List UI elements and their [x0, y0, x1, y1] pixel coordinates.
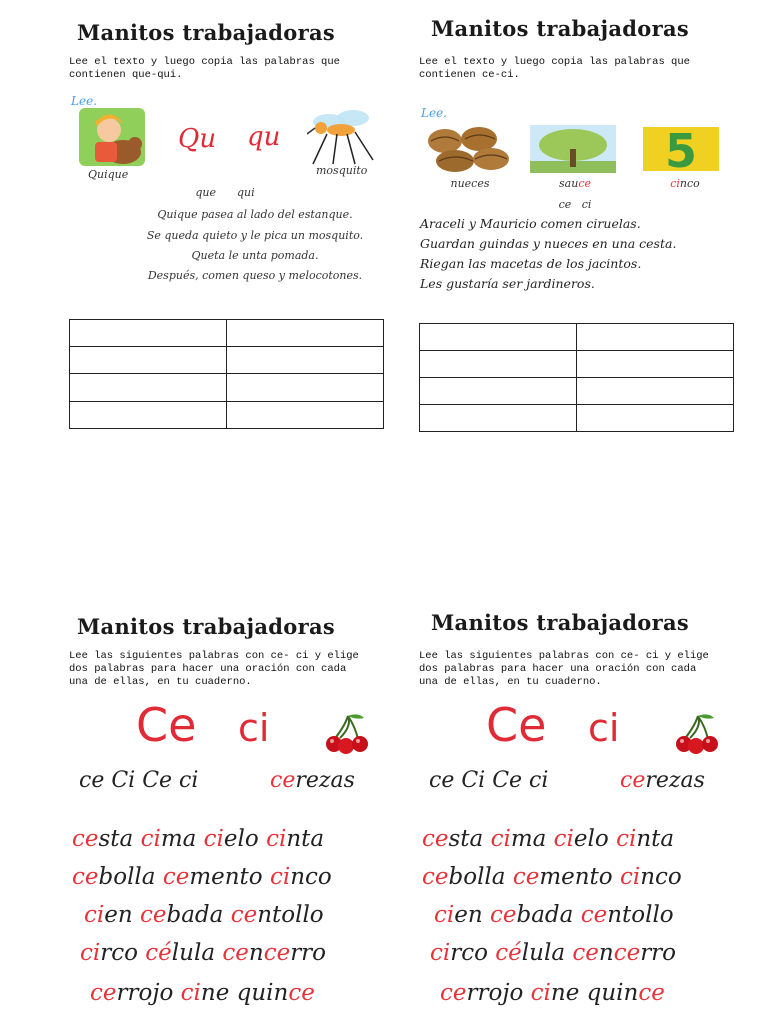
word-row-5-q3: cerrojo cine quince — [90, 980, 315, 1006]
big-ci-q3: ci — [238, 706, 270, 750]
big-qu-lower: qu — [247, 122, 281, 152]
story2-line-2: Guardan guindas y nueces en una cesta. — [420, 236, 677, 251]
syllables-ce-ci: ce ci — [558, 198, 592, 211]
title-q1: Manitos trabajadoras — [77, 20, 335, 45]
caption-sauce: sauce — [559, 177, 591, 190]
answer-cell[interactable] — [420, 405, 577, 432]
caption-nueces: nueces — [450, 177, 490, 190]
syllable-row-q4: ce Ci Ce ci — [429, 768, 549, 793]
instruction-q4: Lee las siguientes palabras con ce- ci y elige dos palabras para hacer una oración con cada una de ellas, en tu cuaderno. — [419, 650, 709, 688]
cherries-icon — [672, 712, 722, 756]
word-cerezas-q3: cerezas — [270, 768, 355, 793]
word-row-5-q4: cerrojo cine quince — [440, 980, 665, 1006]
syllable-row-q3: ce Ci Ce ci — [79, 768, 199, 793]
word-row-1-q3: cesta cima cielo cinta — [72, 826, 325, 852]
answer-cell[interactable] — [70, 402, 227, 429]
big-ce-q3: Ce — [136, 698, 197, 752]
answer-cell[interactable] — [420, 378, 577, 405]
title-q3: Manitos trabajadoras — [77, 614, 335, 639]
caption-cinco: cinco — [670, 177, 700, 190]
answer-cell[interactable] — [70, 320, 227, 347]
caption-quique: Quique — [88, 168, 129, 181]
word-row-1-q4: cesta cima cielo cinta — [422, 826, 675, 852]
story2-line-4: Les gustaría ser jardineros. — [420, 276, 595, 291]
answer-cell[interactable] — [227, 320, 384, 347]
big-ci-q4: ci — [588, 706, 620, 750]
walnuts-illustration — [425, 125, 511, 173]
instruction-q2: Lee el texto y luego copia las palabras que contienen ce-ci. — [419, 56, 690, 81]
word-row-2-q4: cebolla cemento cinco — [422, 864, 682, 890]
number-five-illustration — [643, 125, 719, 173]
story-line-3: Queta le unta pomada. — [191, 249, 319, 262]
answer-cell[interactable] — [577, 378, 734, 405]
caption-mosquito: mosquito — [316, 164, 368, 177]
answer-cell[interactable] — [227, 374, 384, 402]
answer-cell[interactable] — [577, 324, 734, 351]
lee-label-q1: Lee. — [71, 94, 97, 108]
word-row-4-q3: circo célula cencerro — [80, 940, 327, 966]
mosquito-illustration — [307, 104, 377, 166]
answer-cell[interactable] — [227, 402, 384, 429]
answer-cell[interactable] — [577, 405, 734, 432]
syllables-que-qui: que qui — [195, 186, 255, 199]
big-ce-q4: Ce — [486, 698, 547, 752]
word-row-3-q4: cien cebada centollo — [434, 902, 674, 928]
digit-five: 5 — [664, 125, 698, 173]
big-qu-upper: Qu — [178, 124, 217, 154]
answer-table-q1 — [69, 319, 384, 429]
story2-line-3: Riegan las macetas de los jacintos. — [420, 256, 642, 271]
story-line-2: Se queda quieto y le pica un mosquito. — [146, 229, 364, 242]
boy-dog-illustration — [79, 108, 145, 166]
answer-cell[interactable] — [70, 374, 227, 402]
answer-cell[interactable] — [227, 347, 384, 374]
lee-label-q2: Lee. — [421, 106, 447, 120]
instruction-q1: Lee el texto y luego copia las palabras que contienen que-qui. — [69, 56, 340, 81]
story2-line-1: Araceli y Mauricio comen ciruelas. — [420, 216, 641, 231]
willow-tree-illustration — [530, 125, 616, 173]
answer-cell[interactable] — [70, 347, 227, 374]
instruction-q3: Lee las siguientes palabras con ce- ci y elige dos palabras para hacer una oración con cada una de ellas, en tu cuaderno. — [69, 650, 359, 688]
cherries-icon — [322, 712, 372, 756]
word-row-3-q3: cien cebada centollo — [84, 902, 324, 928]
word-row-4-q4: circo célula cencerro — [430, 940, 677, 966]
answer-table-q2 — [419, 323, 734, 432]
story-line-1: Quique pasea al lado del estanque. — [157, 208, 353, 221]
word-row-2-q3: cebolla cemento cinco — [72, 864, 332, 890]
word-cerezas-q4: cerezas — [620, 768, 705, 793]
answer-cell[interactable] — [577, 351, 734, 378]
story-line-4: Después, comen queso y melocotones. — [147, 269, 363, 282]
answer-cell[interactable] — [420, 351, 577, 378]
title-q2: Manitos trabajadoras — [431, 16, 689, 41]
answer-cell[interactable] — [420, 324, 577, 351]
title-q4: Manitos trabajadoras — [431, 610, 689, 635]
